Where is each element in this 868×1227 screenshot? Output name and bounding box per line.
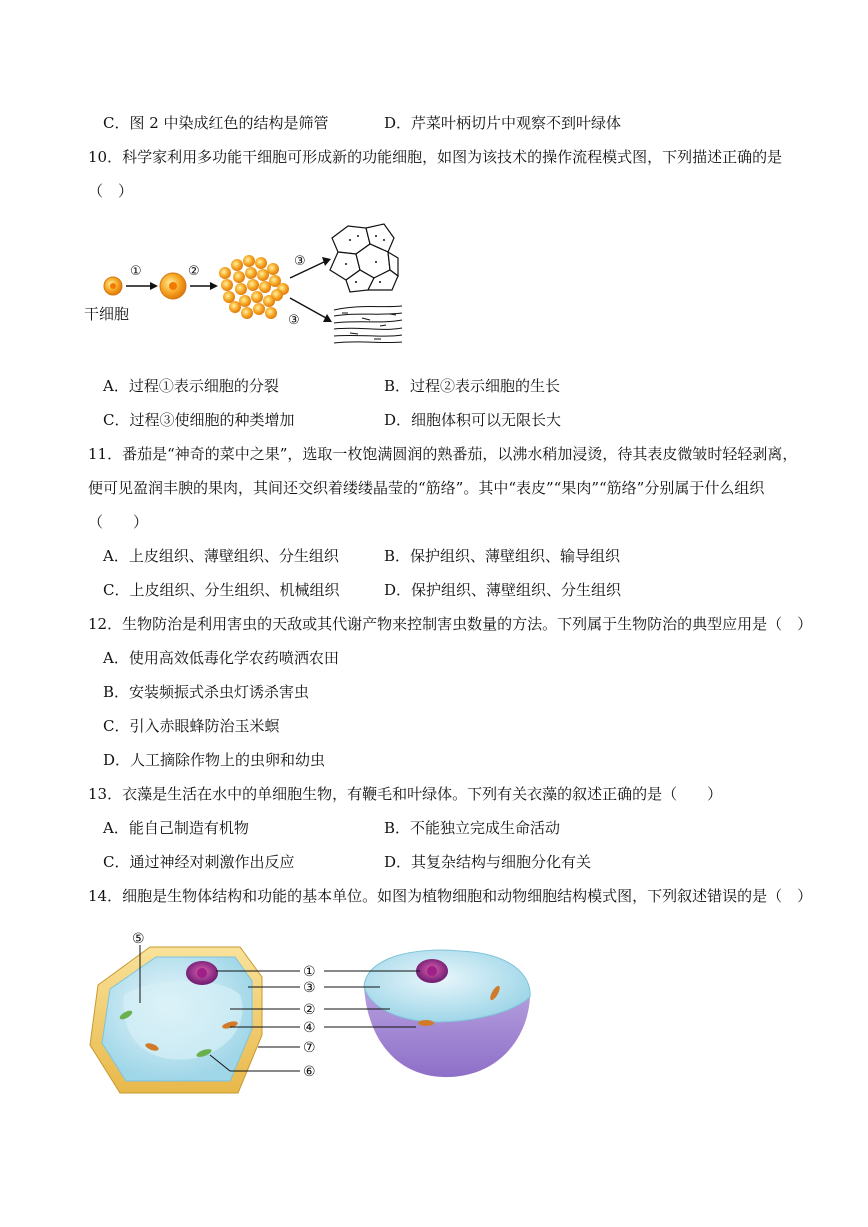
q11-paren: （ ）	[88, 513, 149, 531]
q9-option-c: C．图 2 中染成红色的结构是筛管	[103, 114, 329, 132]
label-5: ⑤	[132, 931, 145, 947]
q11-stem-line2: 便可见盈润丰腴的果肉，其间还交织着缕缕晶莹的“筋络”。其中“表皮”“果肉”“筋络”分别属于什么组织	[88, 479, 765, 497]
q10-option-a: A．过程①表示细胞的分裂	[103, 377, 279, 395]
q10-paren: （ ）	[88, 182, 134, 200]
animal-cell-icon	[364, 950, 530, 1077]
q12-stem: 12．生物防治是利用害虫的天敌或其代谢产物来控制害虫数量的方法。下列属于生物防治的典型应用是（ ）	[88, 615, 813, 633]
q12-option-a: A．使用高效低毒化学农药喷洒农田	[103, 649, 339, 667]
q11-stem-line1: 11．番茄是“神奇的菜中之果”，选取一枚饱满圆润的熟番茄，以沸水稍加浸烫，待其表皮微皱时轻轻剥离，	[88, 445, 798, 463]
label-2: ②	[303, 1002, 316, 1018]
cell-cluster-icon	[219, 255, 289, 319]
q13-option-a: A．能自己制造有机物	[103, 819, 249, 837]
step-1-label: ①	[130, 264, 142, 279]
stem-cell-diagram	[80, 218, 410, 353]
q10-option-c: C．过程③使细胞的种类增加	[103, 411, 295, 429]
q13-option-d: D．其复杂结构与细胞分化有关	[384, 853, 592, 871]
muscle-cells-icon	[334, 306, 402, 343]
q14-stem: 14．细胞是生物体结构和功能的基本单位。如图为植物细胞和动物细胞结构模式图，下列叙述错误的是（ ）	[88, 887, 813, 905]
q11-option-b: B．保护组织、薄壁组织、输导组织	[384, 547, 621, 565]
q12-option-d: D．人工摘除作物上的虫卵和幼虫	[103, 751, 326, 769]
q13-option-c: C．通过神经对刺激作出反应	[103, 853, 295, 871]
q11-option-d: D．保护组织、薄壁组织、分生组织	[384, 581, 622, 599]
q12-option-b: B．安装频振式杀虫灯诱杀害虫	[103, 683, 310, 701]
q11-option-a: A．上皮组织、薄壁组织、分生组织	[103, 547, 339, 565]
plant-animal-cell-diagram	[80, 925, 550, 1105]
q13-option-b: B．不能独立完成生命活动	[384, 819, 561, 837]
q12-option-c: C．引入赤眼蜂防治玉米螟	[103, 717, 280, 735]
q10-option-b: B．过程②表示细胞的生长	[384, 377, 561, 395]
step-2-label: ②	[188, 264, 200, 279]
label-7: ⑦	[303, 1040, 316, 1056]
q10-option-d: D．细胞体积可以无限长大	[384, 411, 562, 429]
label-4: ④	[303, 1020, 316, 1036]
nerve-or-liver-cells-icon	[330, 224, 398, 292]
label-1: ①	[303, 964, 316, 980]
q11-option-c: C．上皮组织、分生组织、机械组织	[103, 581, 340, 599]
label-3: ③	[303, 980, 316, 996]
q9-option-d: D．芹菜叶柄切片中观察不到叶绿体	[384, 114, 622, 132]
step-3b-label: ③	[288, 313, 300, 328]
step-3a-label: ③	[294, 254, 306, 269]
grown-cell-icon	[160, 273, 186, 299]
stem-cell-label: 干细胞	[84, 305, 130, 323]
stem-cell-icon	[104, 277, 122, 295]
label-6: ⑥	[303, 1064, 316, 1080]
q13-stem: 13．衣藻是生活在水中的单细胞生物，有鞭毛和叶绿体。下列有关衣藻的叙述正确的是（ ）	[88, 785, 723, 803]
q10-stem: 10．科学家利用多功能干细胞可形成新的功能细胞，如图为该技术的操作流程模式图，下列描述正确的是	[88, 148, 783, 166]
